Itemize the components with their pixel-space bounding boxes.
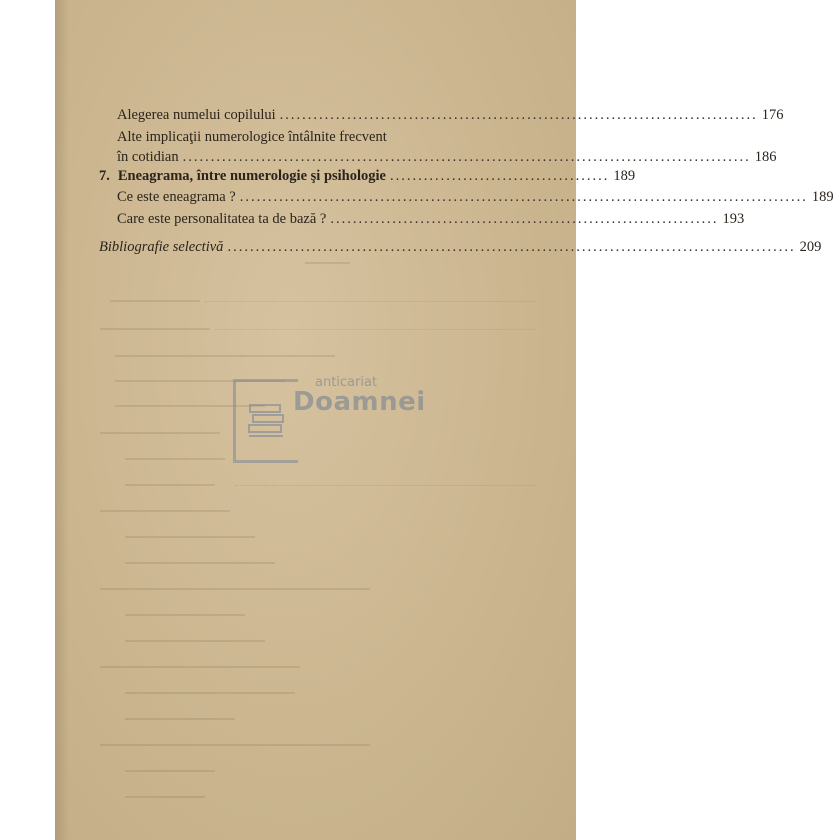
toc-page-number: 189 [811,189,834,205]
books-icon [247,401,287,441]
toc-entry-text: Alegerea numelui copilului [117,107,276,123]
watermark-big-text: Doamnei [293,387,426,417]
toc-entry-text: în cotidian [117,149,179,165]
toc-entry-text: Ce este eneagrama ? [117,189,236,205]
toc-chapter-number: 7. [99,168,110,184]
toc-entry-chapter-7 [99,167,636,185]
toc-entry-alte-line1: Alte implicaţii numerologice întâlnite frecvent [117,129,387,145]
toc-page-number: 209 [799,239,822,255]
toc-page-number: 186 [754,149,777,165]
watermark-small-text: anticariat [315,375,378,390]
toc-page-number: 193 [722,211,745,227]
toc-entry-bibliografie [99,238,822,256]
toc-leader-dots: ....................................... [390,168,610,184]
toc-leader-dots: ..................................................................... [330,211,719,227]
toc-leader-dots: ..................................................................................................... [227,239,796,255]
toc-entry-text: Care este personalitatea ta de bază ? [117,211,327,227]
toc-page-number: 176 [761,107,784,123]
toc-leader-dots: ..................................................................................... [279,107,758,123]
watermark-logo [233,375,453,465]
toc-entry-alte-line2 [117,148,777,166]
toc-entry-ce-este [117,188,834,206]
toc-entry-care-este [117,210,745,228]
toc-entry-text: Bibliografie selectivă [99,239,224,255]
toc-leader-dots: ..................................................................................................... [182,149,751,165]
toc-entry-alegerea [117,106,784,124]
table-of-contents [55,0,834,300]
book-page [55,0,834,840]
toc-leader-dots: ..................................................................................................... [239,189,808,205]
toc-page-number: 189 [613,168,636,184]
toc-entry-text: Eneagrama, între numerologie şi psihologie [117,168,386,184]
